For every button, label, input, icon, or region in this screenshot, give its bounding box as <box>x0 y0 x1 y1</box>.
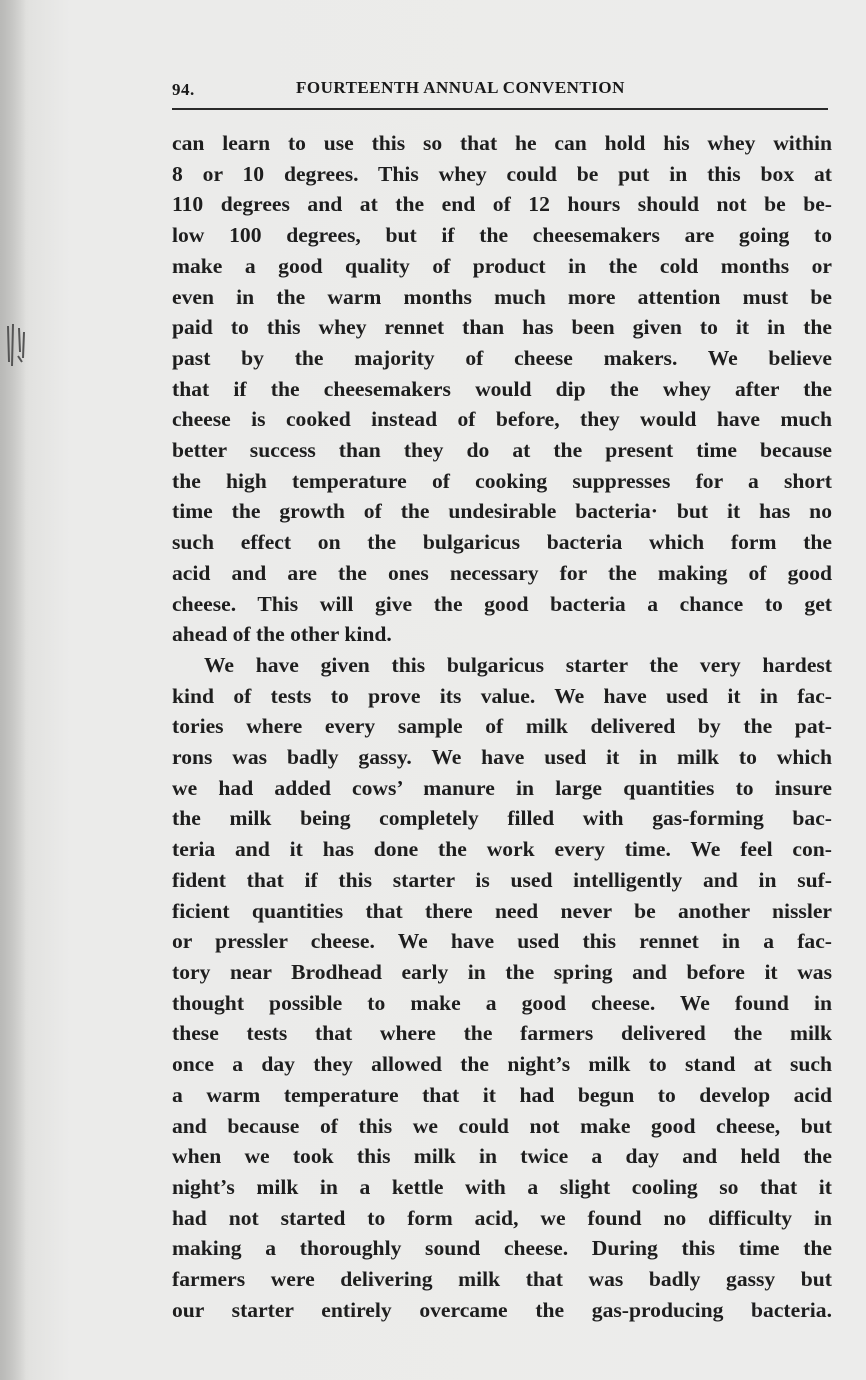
text-line: past by the majority of cheese makers. We believe <box>172 345 832 370</box>
text-line: fident that if this starter is used intelligently and in suf- <box>172 867 832 892</box>
text-line: We have given this bulgaricus starter the very hardest <box>204 652 832 677</box>
text-line: these tests that where the farmers delivered the milk <box>172 1021 832 1046</box>
text-line: better success than they do at the present time because <box>172 438 832 463</box>
text-line: time the growth of the undesirable bacteria· but it has no <box>172 499 832 524</box>
text-line: we had added cows’ manure in large quantities to insure <box>172 775 832 800</box>
text-line: such effect on the bulgaricus bacteria which form the <box>172 530 832 555</box>
paragraph-1 <box>172 128 832 650</box>
text-line: make a good quality of product in the cold months or <box>172 253 832 278</box>
text-line: ahead of the other kind. <box>172 622 392 647</box>
text-line: low 100 degrees, but if the cheesemakers are going to <box>172 223 832 248</box>
text-line: ficient quantities that there need never be another nissler <box>172 898 832 923</box>
paragraph-2 <box>172 650 832 1325</box>
page-header <box>172 76 828 102</box>
body-text <box>172 128 832 1325</box>
text-line: the high temperature of cooking suppresses for a short <box>172 468 832 493</box>
text-line: paid to this whey rennet than has been given to it in the <box>172 315 832 340</box>
page-number: 94. <box>172 80 195 99</box>
text-line: the milk being completely filled with gas-forming bac- <box>172 806 832 831</box>
text-line: even in the warm months much more attention must be <box>172 284 832 309</box>
text-line: cheese is cooked instead of before, they would have much <box>172 407 832 432</box>
text-line: can learn to use this so that he can hold his whey within <box>172 131 832 155</box>
text-line: night’s milk in a kettle with a slight cooling so that it <box>172 1174 832 1199</box>
text-line: farmers were delivering milk that was badly gassy but <box>172 1267 832 1292</box>
text-line: making a thoroughly sound cheese. During this time the <box>172 1236 832 1261</box>
header-rule <box>172 108 828 110</box>
text-line: our starter entirely overcame the gas-producing bacteria. <box>172 1297 832 1322</box>
text-line: that if the cheesemakers would dip the whey after the <box>172 376 832 401</box>
text-line: kind of tests to prove its value. We have used it in fac- <box>172 683 832 708</box>
text-line: rons was badly gassy. We have used it in milk to which <box>172 745 832 770</box>
text-line: or pressler cheese. We have used this rennet in a fac- <box>172 929 832 954</box>
text-line: once a day they allowed the night’s milk to stand at such <box>172 1052 832 1077</box>
text-line: 8 or 10 degrees. This whey could be put in this box at <box>172 161 832 186</box>
text-line: 110 degrees and at the end of 12 hours should not be be- <box>172 192 832 217</box>
text-line: thought possible to make a good cheese. We found in <box>172 990 832 1015</box>
running-head: FOURTEENTH ANNUAL CONVENTION <box>296 78 625 97</box>
text-line: and because of this we could not make good cheese, but <box>172 1113 832 1138</box>
text-line: teria and it has done the work every time. We feel con- <box>172 837 832 862</box>
text-line: tory near Brodhead early in the spring and before it was <box>172 959 832 984</box>
text-line: tories where every sample of milk delivered by the pat- <box>172 714 832 739</box>
text-line: a warm temperature that it had begun to develop acid <box>172 1082 832 1107</box>
gutter-shadow <box>0 0 26 1380</box>
text-line: acid and are the ones necessary for the making of good <box>172 560 832 585</box>
text-line: cheese. This will give the good bacteria a chance to get <box>172 591 832 616</box>
margin-bleed-mark <box>0 322 32 368</box>
text-line: when we took this milk in twice a day and held the <box>172 1144 832 1169</box>
text-line: had not started to form acid, we found no difficulty in <box>172 1205 832 1230</box>
